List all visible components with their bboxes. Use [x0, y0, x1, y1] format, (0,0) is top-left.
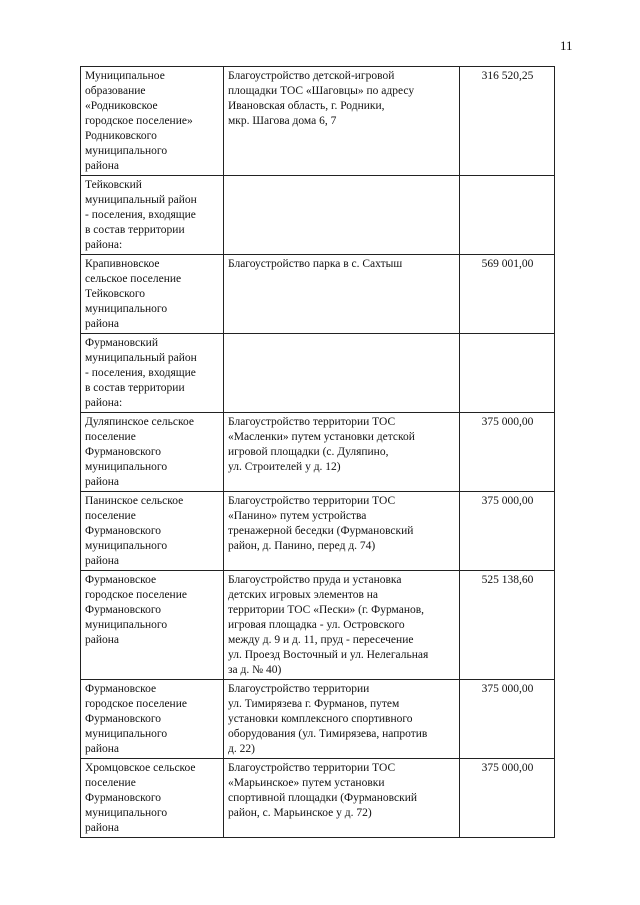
description-text: Благоустройство территории ТОС «Марьинское» путем установки спортивной площадки (Фурмановский район, с. Марьинское у д. 72): [228, 762, 418, 819]
amount-cell: [460, 680, 555, 759]
amount-cell: [460, 413, 555, 492]
table-body: [81, 67, 555, 838]
description-cell: [224, 759, 460, 838]
table-row: [81, 255, 555, 334]
recipient-cell: [81, 255, 224, 334]
recipient-text: Фурмановское городское поселение Фурмановского муниципального района: [85, 683, 187, 755]
amount-text: 525 138,60: [481, 574, 534, 586]
description-cell: [224, 176, 460, 255]
description-text: Благоустройство территории ул. Тимирязева г. Фурманов, путем установки комплексного спортивного оборудования (ул. Тимирязева, напротив д. 22): [228, 683, 428, 755]
recipient-text: Фурмановский муниципальный район - поселения, входящие в состав территории района:: [85, 337, 197, 409]
amount-text: 375 000,00: [481, 683, 534, 695]
description-cell: [224, 255, 460, 334]
description-text: Благоустройство территории ТОС «Масленки» путем установки детской игровой площадки (с. Дуляпино, ул. Строителей у д. 12): [228, 416, 415, 473]
amount-text: 375 000,00: [481, 762, 534, 774]
recipient-text: Тейковский муниципальный район - поселения, входящие в состав территории района:: [85, 179, 197, 251]
recipient-text: Дуляпинское сельское поселение Фурмановского муниципального района: [85, 416, 194, 488]
amount-cell: [460, 492, 555, 571]
description-text: Благоустройство парка в с. Сахтыш: [228, 258, 403, 270]
table-row: [81, 759, 555, 838]
description-cell: [224, 571, 460, 680]
amount-cell: [460, 759, 555, 838]
recipient-text: Фурмановское городское поселение Фурмановского муниципального района: [85, 574, 187, 646]
table-row: [81, 413, 555, 492]
page-number: 11: [560, 38, 573, 53]
description-cell: [224, 413, 460, 492]
recipient-text: Крапивновское сельское поселение Тейковского муниципального района: [85, 258, 182, 330]
table-row: [81, 176, 555, 255]
recipient-cell: [81, 176, 224, 255]
grants-table: [80, 66, 555, 838]
amount-text: 569 001,00: [481, 258, 534, 270]
recipient-text: Панинское сельское поселение Фурмановского муниципального района: [85, 495, 184, 567]
recipient-cell: [81, 759, 224, 838]
recipient-cell: [81, 492, 224, 571]
amount-cell: [460, 176, 555, 255]
amount-cell: [460, 67, 555, 176]
recipient-cell: [81, 413, 224, 492]
description-cell: [224, 67, 460, 176]
description-cell: [224, 680, 460, 759]
table-row: [81, 492, 555, 571]
amount-text: 375 000,00: [481, 495, 534, 507]
recipient-cell: [81, 680, 224, 759]
amount-cell: [460, 255, 555, 334]
amount-cell: [460, 571, 555, 680]
recipient-text: Муниципальное образование «Родниковское городское поселение» Родниковского муниципального района: [85, 70, 193, 172]
description-text: Благоустройство пруда и установка детских игровых элементов на территории ТОС «Пески» (г. Фурманов, игровая площадка - ул. Островского между д. 9 и д. 11, пруд - пересечение ул. Проезд Восточный и ул. Нелегальная за д. № 40): [228, 574, 429, 676]
amount-cell: [460, 334, 555, 413]
recipient-cell: [81, 67, 224, 176]
table-row: [81, 334, 555, 413]
description-text: Благоустройство территории ТОС «Панино» путем устройства тренажерной беседки (Фурмановский район, д. Панино, перед д. 74): [228, 495, 414, 552]
amount-text: 375 000,00: [481, 416, 534, 428]
table-row: [81, 67, 555, 176]
recipient-cell: [81, 571, 224, 680]
description-cell: [224, 334, 460, 413]
recipient-cell: [81, 334, 224, 413]
table-row: [81, 571, 555, 680]
table-row: [81, 680, 555, 759]
amount-text: 316 520,25: [481, 70, 534, 82]
recipient-text: Хромцовское сельское поселение Фурмановского муниципального района: [85, 762, 196, 834]
description-text: Благоустройство детской-игровой площадки ТОС «Шаговцы» по адресу Ивановская область, г. Родники, мкр. Шагова дома 6, 7: [228, 70, 415, 127]
description-cell: [224, 492, 460, 571]
